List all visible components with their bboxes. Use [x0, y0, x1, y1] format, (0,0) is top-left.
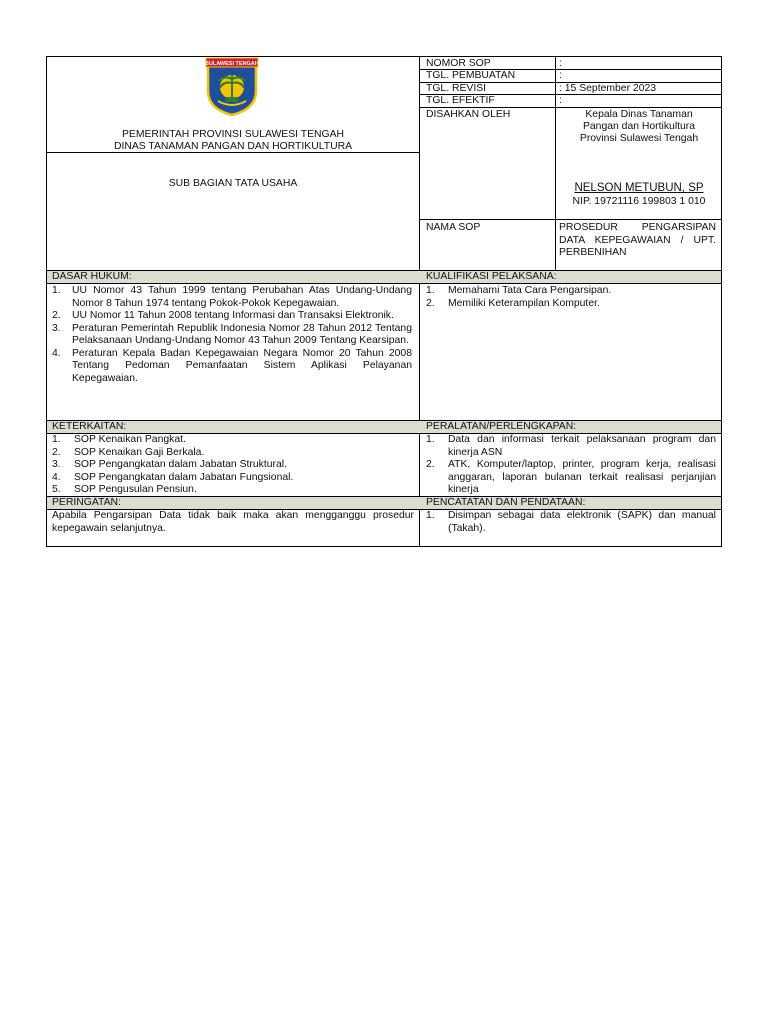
list-item: 2. ATK, Komputer/laptop, printer, program kerja, realisasi anggaran, laporan bulanan terkait realisasi perjanjian kinerja	[426, 459, 716, 495]
peringatan-title: PERINGATAN:	[52, 497, 121, 508]
peringatan-text: Apabila Pengarsipan Data tidak baik maka akan mengganggu prosedur kepegawain selanjutnya.	[52, 510, 414, 534]
nomor-sop-label: NOMOR SOP	[426, 58, 491, 69]
row-line	[47, 270, 721, 271]
pencatatan-list	[426, 510, 716, 535]
nama-sop-label: NAMA SOP	[426, 222, 481, 233]
list-item: 2. SOP Kenaikan Gaji Berkala.	[52, 446, 205, 458]
approver-title-line3: Provinsi Sulawesi Tengah	[579, 133, 699, 144]
section-header-bg	[47, 497, 721, 509]
approver-title-line2: Pangan dan Hortikultura	[582, 121, 696, 132]
approver-name: NELSON METUBUN, SP	[574, 182, 704, 194]
division-name: SUB BAGIAN TATA USAHA	[168, 178, 298, 189]
province-logo	[204, 57, 260, 117]
section-header-bg	[47, 271, 721, 283]
gov-name-line1: PEMERINTAH PROVINSI SULAWESI TENGAH	[121, 129, 345, 140]
dasar-hukum-title: DASAR HUKUM:	[52, 271, 132, 282]
kualifikasi-title: KUALIFIKASI PELAKSANA:	[426, 271, 557, 282]
pencatatan-title: PENCATATAN DAN PENDATAAN:	[426, 497, 586, 508]
dasar-hukum-list	[52, 285, 412, 385]
list-item: 2. Memiliki Keterampilan Komputer.	[426, 297, 600, 309]
info-divider	[555, 57, 556, 270]
disahkan-label: DISAHKAN OLEH	[426, 109, 511, 120]
list-item: 1. Data dan informasi terkait pelaksanaan program dan kinerja ASN	[426, 434, 716, 458]
row-line	[420, 107, 722, 108]
peralatan-title: PERALATAN/PERLENGKAPAN:	[426, 421, 577, 432]
kualifikasi-list	[426, 285, 716, 310]
list-item: 4. Peraturan Kepala Badan Kepegawaian Negara Nomor 20 Tahun 2008 Tentang Pedoman Pemanfaatan Sistem Aplikasi Pelayanan Kepegawaian.	[52, 347, 412, 384]
section-header-bg	[47, 421, 721, 433]
tgl-pembuatan-label: TGL. PEMBUATAN	[426, 70, 516, 81]
tgl-revisi-value: : 15 September 2023	[559, 83, 657, 94]
row-line	[420, 219, 722, 220]
list-item: 1. Disimpan sebagai data elektronik (SAPK) dan manual (Takah).	[426, 510, 716, 534]
sop-document	[46, 56, 722, 547]
list-item: 3. SOP Pengangkatan dalam Jabatan Struktural.	[52, 459, 287, 470]
keterkaitan-list	[52, 434, 412, 497]
peralatan-list	[426, 434, 716, 497]
row-line	[47, 420, 721, 421]
list-item: 4. SOP Pengangkatan dalam Jabatan Fungsional.	[52, 471, 294, 483]
list-item: 1. UU Nomor 43 Tahun 1999 tentang Perubahan Atas Undang-Undang Nomor 8 Tahun 1974 tentang Pokok-Pokok Kepegawaian.	[52, 285, 412, 309]
tgl-revisi-label: TGL. REVISI	[426, 83, 487, 94]
list-item: 2. UU Nomor 11 Tahun 2008 tentang Informasi dan Transaksi Elektronik.	[52, 310, 394, 321]
nama-sop-value: PROSEDUR PENGARSIPAN DATA KEPEGAWAIAN / UPT. PERBENIHAN	[559, 222, 716, 258]
gov-name-line2: DINAS TANAMAN PANGAN DAN HORTIKULTURA	[113, 141, 353, 152]
list-item: 5. SOP Pengusulan Pensiun.	[52, 484, 197, 495]
approver-title-line1: Kepala Dinas Tanaman	[585, 109, 693, 120]
keterkaitan-title: KETERKAITAN:	[52, 421, 127, 432]
tgl-efektif-label: TGL. EFEKTIF	[426, 95, 495, 106]
logo-text: SULAWESI TENGAH	[205, 61, 259, 67]
approver-nip: NIP. 19721116 199803 1 010	[572, 196, 706, 207]
list-item: 1. SOP Kenaikan Pangkat.	[52, 434, 186, 445]
tgl-efektif-value: :	[559, 95, 562, 106]
main-divider	[419, 57, 420, 547]
tgl-pembuatan-value: :	[559, 70, 562, 81]
nomor-sop-value: :	[559, 58, 562, 69]
list-item: 1. Memahami Tata Cara Pengarsipan.	[426, 285, 612, 296]
list-item: 3. Peraturan Pemerintah Republik Indonesia Nomor 28 Tahun 2012 Tentang Pelaksanaan Undang-Undang Nomor 43 Tahun 2009 Tentang Kearsipan.	[52, 322, 412, 346]
row-line	[47, 283, 721, 284]
